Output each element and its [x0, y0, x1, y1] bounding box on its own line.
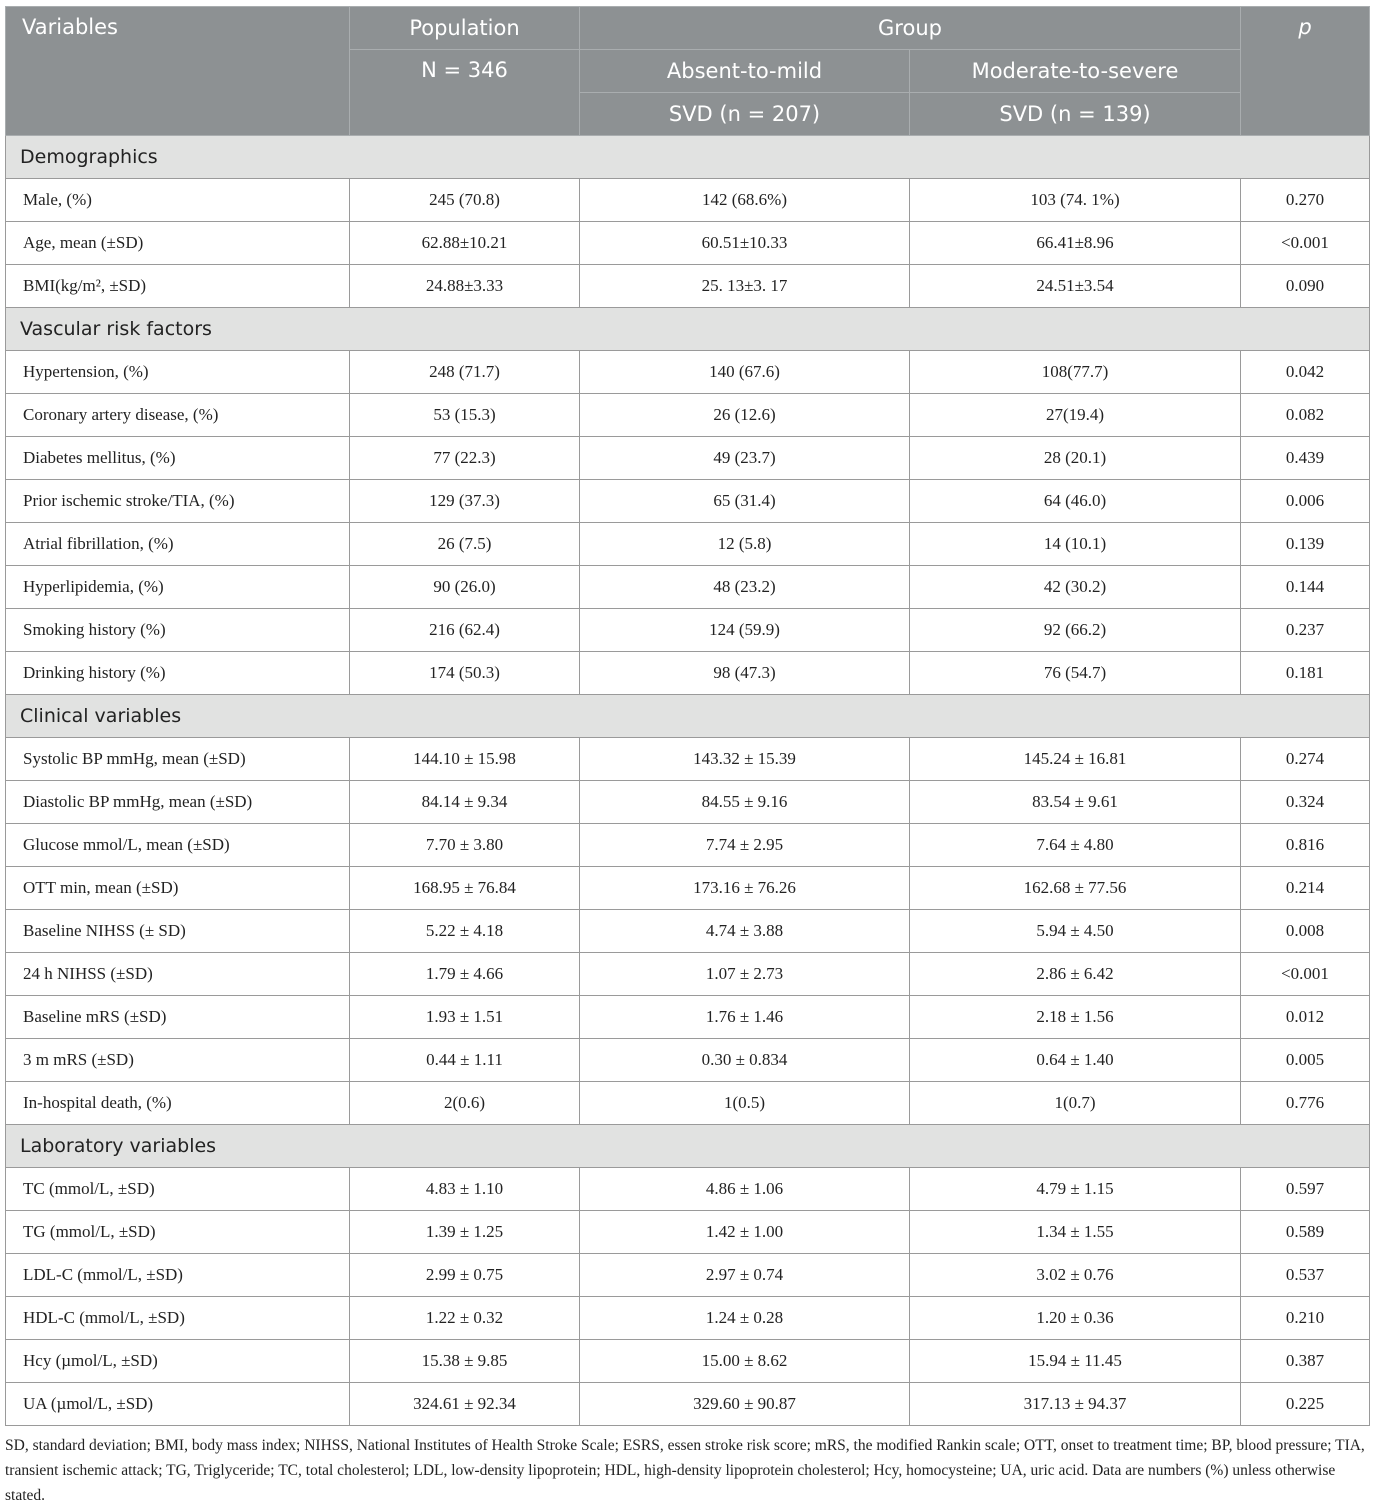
population-cell: 245 (70.8) — [350, 179, 580, 222]
p-value-cell: 0.776 — [1241, 1082, 1370, 1125]
p-value-cell: <0.001 — [1241, 953, 1370, 996]
absent-to-mild-cell: 60.51±10.33 — [580, 222, 910, 265]
absent-to-mild-cell: 173.16 ± 76.26 — [580, 867, 910, 910]
variable-cell: Coronary artery disease, (%) — [6, 394, 350, 437]
absent-to-mild-cell: 25. 13±3. 17 — [580, 265, 910, 308]
variable-cell: Baseline mRS (±SD) — [6, 996, 350, 1039]
moderate-to-severe-cell: 24.51±3.54 — [910, 265, 1241, 308]
absent-to-mild-cell: 4.74 ± 3.88 — [580, 910, 910, 953]
table-header — [6, 7, 1370, 136]
population-cell: 144.10 ± 15.98 — [350, 738, 580, 781]
variable-cell: BMI(kg/m², ±SD) — [6, 265, 350, 308]
table-row — [6, 910, 1370, 953]
moderate-to-severe-cell: 1.34 ± 1.55 — [910, 1211, 1241, 1254]
moderate-to-severe-cell: 103 (74. 1%) — [910, 179, 1241, 222]
variable-cell: Atrial fibrillation, (%) — [6, 523, 350, 566]
absent-to-mild-cell: 49 (23.7) — [580, 437, 910, 480]
table-row — [6, 437, 1370, 480]
moderate-to-severe-cell: 83.54 ± 9.61 — [910, 781, 1241, 824]
population-cell: 84.14 ± 9.34 — [350, 781, 580, 824]
section-title: Laboratory variables — [6, 1125, 1370, 1168]
table-row — [6, 781, 1370, 824]
moderate-to-severe-cell: 28 (20.1) — [910, 437, 1241, 480]
population-cell: 15.38 ± 9.85 — [350, 1340, 580, 1383]
variable-cell: TC (mmol/L, ±SD) — [6, 1168, 350, 1211]
moderate-to-severe-cell: 5.94 ± 4.50 — [910, 910, 1241, 953]
p-value-cell: 0.439 — [1241, 437, 1370, 480]
p-value-cell: 0.597 — [1241, 1168, 1370, 1211]
population-cell: 26 (7.5) — [350, 523, 580, 566]
moderate-to-severe-cell: 2.18 ± 1.56 — [910, 996, 1241, 1039]
absent-to-mild-cell: 2.97 ± 0.74 — [580, 1254, 910, 1297]
moderate-to-severe-cell: 14 (10.1) — [910, 523, 1241, 566]
population-cell: 216 (62.4) — [350, 609, 580, 652]
population-cell: 2.99 ± 0.75 — [350, 1254, 580, 1297]
absent-to-mild-cell: 7.74 ± 2.95 — [580, 824, 910, 867]
moderate-to-severe-cell: 7.64 ± 4.80 — [910, 824, 1241, 867]
table-row — [6, 1254, 1370, 1297]
variable-cell: 3 m mRS (±SD) — [6, 1039, 350, 1082]
absent-to-mild-cell: 329.60 ± 90.87 — [580, 1383, 910, 1426]
p-value-cell: 0.005 — [1241, 1039, 1370, 1082]
absent-to-mild-cell: 140 (67.6) — [580, 351, 910, 394]
variable-cell: 24 h NIHSS (±SD) — [6, 953, 350, 996]
table-row — [6, 996, 1370, 1039]
p-value-cell: 0.008 — [1241, 910, 1370, 953]
section-title: Demographics — [6, 136, 1370, 179]
p-value-cell: 0.144 — [1241, 566, 1370, 609]
header-population-n: N = 346 — [350, 50, 580, 136]
variable-cell: Age, mean (±SD) — [6, 222, 350, 265]
variable-cell: TG (mmol/L, ±SD) — [6, 1211, 350, 1254]
table-row — [6, 265, 1370, 308]
p-value-cell: 0.537 — [1241, 1254, 1370, 1297]
moderate-to-severe-cell: 66.41±8.96 — [910, 222, 1241, 265]
moderate-to-severe-cell: 4.79 ± 1.15 — [910, 1168, 1241, 1211]
absent-to-mild-cell: 26 (12.6) — [580, 394, 910, 437]
section-row — [6, 1125, 1370, 1168]
absent-to-mild-cell: 1.42 ± 1.00 — [580, 1211, 910, 1254]
variable-cell: Diabetes mellitus, (%) — [6, 437, 350, 480]
table-row — [6, 1039, 1370, 1082]
absent-to-mild-cell: 15.00 ± 8.62 — [580, 1340, 910, 1383]
absent-to-mild-cell: 0.30 ± 0.834 — [580, 1039, 910, 1082]
population-cell: 248 (71.7) — [350, 351, 580, 394]
moderate-to-severe-cell: 317.13 ± 94.37 — [910, 1383, 1241, 1426]
table-row — [6, 867, 1370, 910]
absent-to-mild-cell: 143.32 ± 15.39 — [580, 738, 910, 781]
population-cell: 1.93 ± 1.51 — [350, 996, 580, 1039]
table-row — [6, 1383, 1370, 1426]
header-p: p — [1241, 7, 1370, 136]
header-population: Population — [350, 7, 580, 50]
population-cell: 2(0.6) — [350, 1082, 580, 1125]
p-value-cell: 0.006 — [1241, 480, 1370, 523]
p-value-cell: 0.139 — [1241, 523, 1370, 566]
population-cell: 1.79 ± 4.66 — [350, 953, 580, 996]
p-value-cell: 0.042 — [1241, 351, 1370, 394]
variable-cell: Glucose mmol/L, mean (±SD) — [6, 824, 350, 867]
moderate-to-severe-cell: 2.86 ± 6.42 — [910, 953, 1241, 996]
population-cell: 1.22 ± 0.32 — [350, 1297, 580, 1340]
p-value-cell: <0.001 — [1241, 222, 1370, 265]
table-row — [6, 480, 1370, 523]
population-cell: 24.88±3.33 — [350, 265, 580, 308]
table-row — [6, 953, 1370, 996]
p-value-cell: 0.589 — [1241, 1211, 1370, 1254]
table-row — [6, 1168, 1370, 1211]
header-group1-line2: SVD (n = 207) — [580, 93, 910, 136]
variable-cell: LDL-C (mmol/L, ±SD) — [6, 1254, 350, 1297]
absent-to-mild-cell: 48 (23.2) — [580, 566, 910, 609]
variable-cell: Male, (%) — [6, 179, 350, 222]
header-variables: Variables — [6, 7, 350, 136]
variable-cell: HDL-C (mmol/L, ±SD) — [6, 1297, 350, 1340]
table-row — [6, 523, 1370, 566]
moderate-to-severe-cell: 76 (54.7) — [910, 652, 1241, 695]
absent-to-mild-cell: 1.76 ± 1.46 — [580, 996, 910, 1039]
absent-to-mild-cell: 65 (31.4) — [580, 480, 910, 523]
variable-cell: Baseline NIHSS (± SD) — [6, 910, 350, 953]
p-value-cell: 0.090 — [1241, 265, 1370, 308]
variable-cell: UA (µmol/L, ±SD) — [6, 1383, 350, 1426]
table-row — [6, 566, 1370, 609]
section-row — [6, 136, 1370, 179]
absent-to-mild-cell: 1(0.5) — [580, 1082, 910, 1125]
population-cell: 53 (15.3) — [350, 394, 580, 437]
moderate-to-severe-cell: 1.20 ± 0.36 — [910, 1297, 1241, 1340]
p-value-cell: 0.274 — [1241, 738, 1370, 781]
population-cell: 1.39 ± 1.25 — [350, 1211, 580, 1254]
table-row — [6, 179, 1370, 222]
p-value-cell: 0.816 — [1241, 824, 1370, 867]
table-row — [6, 351, 1370, 394]
variable-cell: Prior ischemic stroke/TIA, (%) — [6, 480, 350, 523]
variable-cell: Hyperlipidemia, (%) — [6, 566, 350, 609]
absent-to-mild-cell: 84.55 ± 9.16 — [580, 781, 910, 824]
table-row — [6, 1297, 1370, 1340]
absent-to-mild-cell: 142 (68.6%) — [580, 179, 910, 222]
p-value-cell: 0.324 — [1241, 781, 1370, 824]
table-row — [6, 738, 1370, 781]
header-group2-line2: SVD (n = 139) — [910, 93, 1241, 136]
table-row — [6, 609, 1370, 652]
population-cell: 62.88±10.21 — [350, 222, 580, 265]
moderate-to-severe-cell: 15.94 ± 11.45 — [910, 1340, 1241, 1383]
p-value-cell: 0.237 — [1241, 609, 1370, 652]
moderate-to-severe-cell: 108(77.7) — [910, 351, 1241, 394]
table-row — [6, 222, 1370, 265]
table-row — [6, 394, 1370, 437]
moderate-to-severe-cell: 64 (46.0) — [910, 480, 1241, 523]
moderate-to-severe-cell: 0.64 ± 1.40 — [910, 1039, 1241, 1082]
section-title: Clinical variables — [6, 695, 1370, 738]
p-value-cell: 0.012 — [1241, 996, 1370, 1039]
moderate-to-severe-cell: 3.02 ± 0.76 — [910, 1254, 1241, 1297]
absent-to-mild-cell: 98 (47.3) — [580, 652, 910, 695]
moderate-to-severe-cell: 162.68 ± 77.56 — [910, 867, 1241, 910]
absent-to-mild-cell: 4.86 ± 1.06 — [580, 1168, 910, 1211]
moderate-to-severe-cell: 27(19.4) — [910, 394, 1241, 437]
header-group: Group — [580, 7, 1241, 50]
variable-cell: Drinking history (%) — [6, 652, 350, 695]
absent-to-mild-cell: 12 (5.8) — [580, 523, 910, 566]
section-title: Vascular risk factors — [6, 308, 1370, 351]
p-value-cell: 0.270 — [1241, 179, 1370, 222]
table-row — [6, 1082, 1370, 1125]
absent-to-mild-cell: 124 (59.9) — [580, 609, 910, 652]
p-value-cell: 0.210 — [1241, 1297, 1370, 1340]
moderate-to-severe-cell: 145.24 ± 16.81 — [910, 738, 1241, 781]
variable-cell: Systolic BP mmHg, mean (±SD) — [6, 738, 350, 781]
population-cell: 324.61 ± 92.34 — [350, 1383, 580, 1426]
p-value-cell: 0.225 — [1241, 1383, 1370, 1426]
variable-cell: OTT min, mean (±SD) — [6, 867, 350, 910]
variable-cell: Hcy (µmol/L, ±SD) — [6, 1340, 350, 1383]
table-footnote: SD, standard deviation; BMI, body mass index; NIHSS, National Institutes of Health Stroke Scale; ESRS, essen stroke risk score; mRS, the modified Rankin scale; OTT, onset to treatment time; BP, blood pressure; TIA, transient ischemic attack; TG, Triglyceride; TC, total cholesterol; LDL, low-density lipoprotein; HDL, high-density lipoprotein cholesterol; Hcy, homocysteine; UA, uric acid. Data are numbers (%) unless otherwise stated. — [5, 1437, 1365, 1504]
section-row — [6, 695, 1370, 738]
population-cell: 90 (26.0) — [350, 566, 580, 609]
section-row — [6, 308, 1370, 351]
table-row — [6, 1211, 1370, 1254]
table-row — [6, 824, 1370, 867]
population-cell: 174 (50.3) — [350, 652, 580, 695]
p-value-cell: 0.214 — [1241, 867, 1370, 910]
p-value-cell: 0.082 — [1241, 394, 1370, 437]
p-value-cell: 0.387 — [1241, 1340, 1370, 1383]
absent-to-mild-cell: 1.24 ± 0.28 — [580, 1297, 910, 1340]
p-value-cell: 0.181 — [1241, 652, 1370, 695]
header-group1-line1: Absent-to-mild — [580, 50, 910, 93]
population-cell: 7.70 ± 3.80 — [350, 824, 580, 867]
variable-cell: Smoking history (%) — [6, 609, 350, 652]
population-cell: 0.44 ± 1.11 — [350, 1039, 580, 1082]
variable-cell: Diastolic BP mmHg, mean (±SD) — [6, 781, 350, 824]
absent-to-mild-cell: 1.07 ± 2.73 — [580, 953, 910, 996]
table-row — [6, 1340, 1370, 1383]
population-cell: 168.95 ± 76.84 — [350, 867, 580, 910]
table-body — [6, 136, 1370, 1426]
moderate-to-severe-cell: 42 (30.2) — [910, 566, 1241, 609]
table-row — [6, 652, 1370, 695]
baseline-characteristics-table — [5, 6, 1370, 1426]
population-cell: 129 (37.3) — [350, 480, 580, 523]
population-cell: 77 (22.3) — [350, 437, 580, 480]
variable-cell: In-hospital death, (%) — [6, 1082, 350, 1125]
variable-cell: Hypertension, (%) — [6, 351, 350, 394]
moderate-to-severe-cell: 92 (66.2) — [910, 609, 1241, 652]
header-group2-line1: Moderate-to-severe — [910, 50, 1241, 93]
population-cell: 4.83 ± 1.10 — [350, 1168, 580, 1211]
moderate-to-severe-cell: 1(0.7) — [910, 1082, 1241, 1125]
population-cell: 5.22 ± 4.18 — [350, 910, 580, 953]
